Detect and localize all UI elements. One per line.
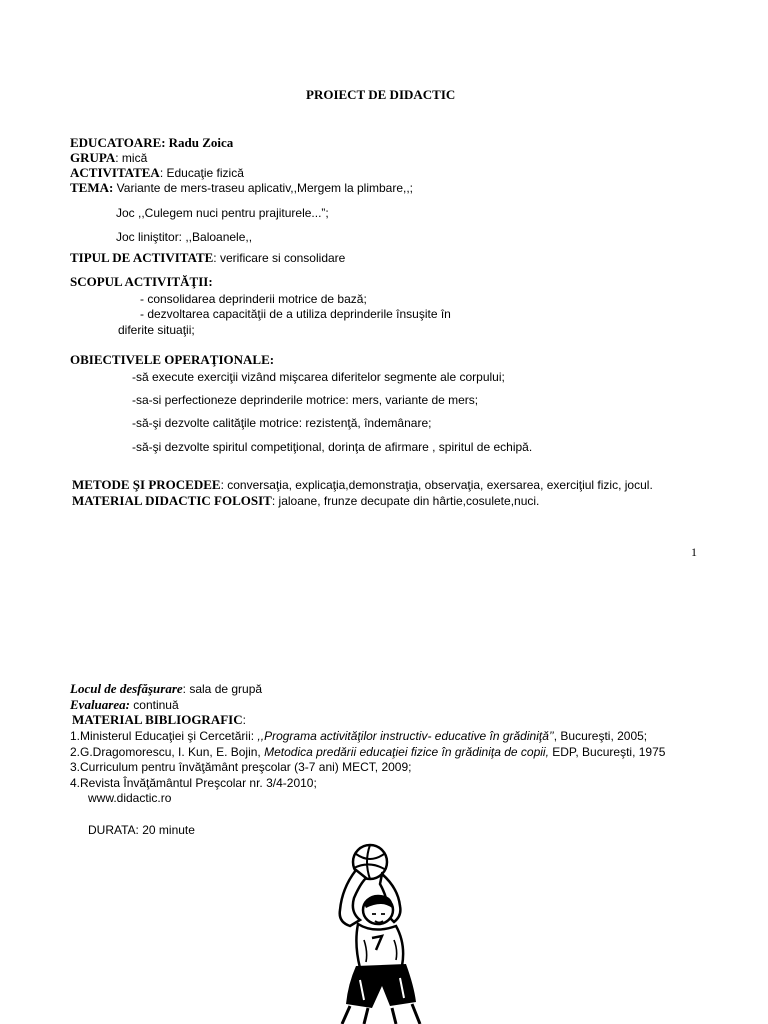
educatoare-label: EDUCATOARE: [70, 135, 166, 150]
tema-value: Variante de mers-traseu aplicativ,,Mergem la plimbare,,; [113, 181, 414, 195]
bibliografie-heading [72, 713, 246, 727]
joc1-line: Joc ,,Culegem nuci pentru prajiturele...”; [116, 206, 329, 220]
locul-line [70, 682, 262, 696]
bibliografie-ref-3: 3.Curriculum pentru învăţământ preşcolar (3-7 ani) MECT, 2009; [70, 760, 412, 774]
ref2-author: 2.G.Dragomorescu, I. Kun, E. Bojin, [70, 745, 265, 759]
material-didactic-line [72, 494, 539, 508]
obiectiv-item-1: -să execute exerciţii vizând mişcarea diferitelor segmente ale corpului; [132, 370, 505, 384]
material-value: : jaloane, frunze decupate din hârtie,cosulete,nuci. [271, 494, 540, 508]
grupa-label: GRUPA [70, 150, 116, 165]
bibliografie-ref-4: 4.Revista Învăţământul Preşcolar nr. 3/4-2010; [70, 776, 317, 790]
educatoare-line [70, 136, 233, 150]
activitatea-label: ACTIVITATEA [70, 165, 160, 180]
bibliografie-ref-1 [70, 729, 647, 743]
tipul-label: TIPUL DE ACTIVITATE [70, 250, 214, 265]
obiective-heading: OBIECTIVELE OPERAŢIONALE: [70, 352, 275, 367]
evaluarea-value: continuă [129, 698, 179, 712]
joc2-line: Joc liniştitor: ,,Baloanele,, [116, 230, 253, 244]
basketball-player-illustration [320, 840, 440, 1024]
bibliografie-heading-label: MATERIAL BIBLIOGRAFIC [72, 712, 243, 727]
ref1-publisher: , Bucureşti, 2005; [553, 729, 648, 743]
scopul-heading: SCOPUL ACTIVITĂŢII: [70, 274, 213, 289]
activitatea-value: : Educaţie fizică [159, 166, 244, 180]
metode-line [72, 478, 653, 492]
tipul-value: : verificare si consolidare [213, 251, 346, 265]
scopul-line-2: - dezvoltarea capacităţii de a utiliza deprinderile însuşite în [140, 307, 451, 321]
locul-value: : sala de grupă [182, 682, 263, 696]
educatoare-value: Radu Zoica [168, 135, 234, 150]
ref1-title: ,,Programa activităţilor instructiv- educative în grădiniţă’’ [257, 729, 554, 743]
locul-label: Locul de desfăşurare [70, 681, 183, 696]
website-link[interactable]: www.didactic.ro [88, 791, 172, 805]
page-number: 1 [691, 545, 697, 559]
metode-value: : conversaţia, explicaţia,demonstraţia, observaţia, exersarea, exerciţiul fizic, jocul. [220, 478, 653, 492]
bibliografie-heading-colon: : [242, 713, 246, 727]
ref2-publisher: EDP, Bucureşti, 1975 [548, 745, 666, 759]
tema-line [70, 181, 413, 195]
activitatea-line [70, 166, 244, 180]
ref2-title: Metodica predării educaţiei fizice în grădiniţa de copii, [264, 745, 549, 759]
metode-label: METODE ŞI PROCEDEE [72, 477, 221, 492]
bibliografie-ref-2 [70, 745, 665, 759]
tipul-activitate-line [70, 251, 345, 265]
obiectiv-item-3: -să-şi dezvolte calităţile motrice: rezistenţă, îndemânare; [132, 416, 432, 430]
durata-line: DURATA: 20 minute [88, 823, 195, 837]
ref1-author: 1.Ministerul Educaţiei şi Cercetării: [70, 729, 258, 743]
scopul-line-3: diferite situaţii; [118, 323, 195, 337]
evaluarea-line [70, 698, 179, 712]
tema-label: TEMA: [70, 180, 114, 195]
obiectiv-item-4: -să-şi dezvolte spiritul competiţional, dorinţa de afirmare , spiritul de echipă. [132, 440, 533, 454]
grupa-value: : mică [115, 151, 148, 165]
obiectiv-item-2: -sa-si perfectioneze deprinderile motrice: mers, variante de mers; [132, 393, 479, 407]
grupa-line [70, 151, 147, 165]
scopul-line-1: - consolidarea deprinderii motrice de bază; [140, 292, 367, 306]
evaluarea-label: Evaluarea: [70, 697, 130, 712]
document-title: PROIECT DE DIDACTIC [306, 87, 456, 102]
material-label: MATERIAL DIDACTIC FOLOSIT [72, 493, 272, 508]
